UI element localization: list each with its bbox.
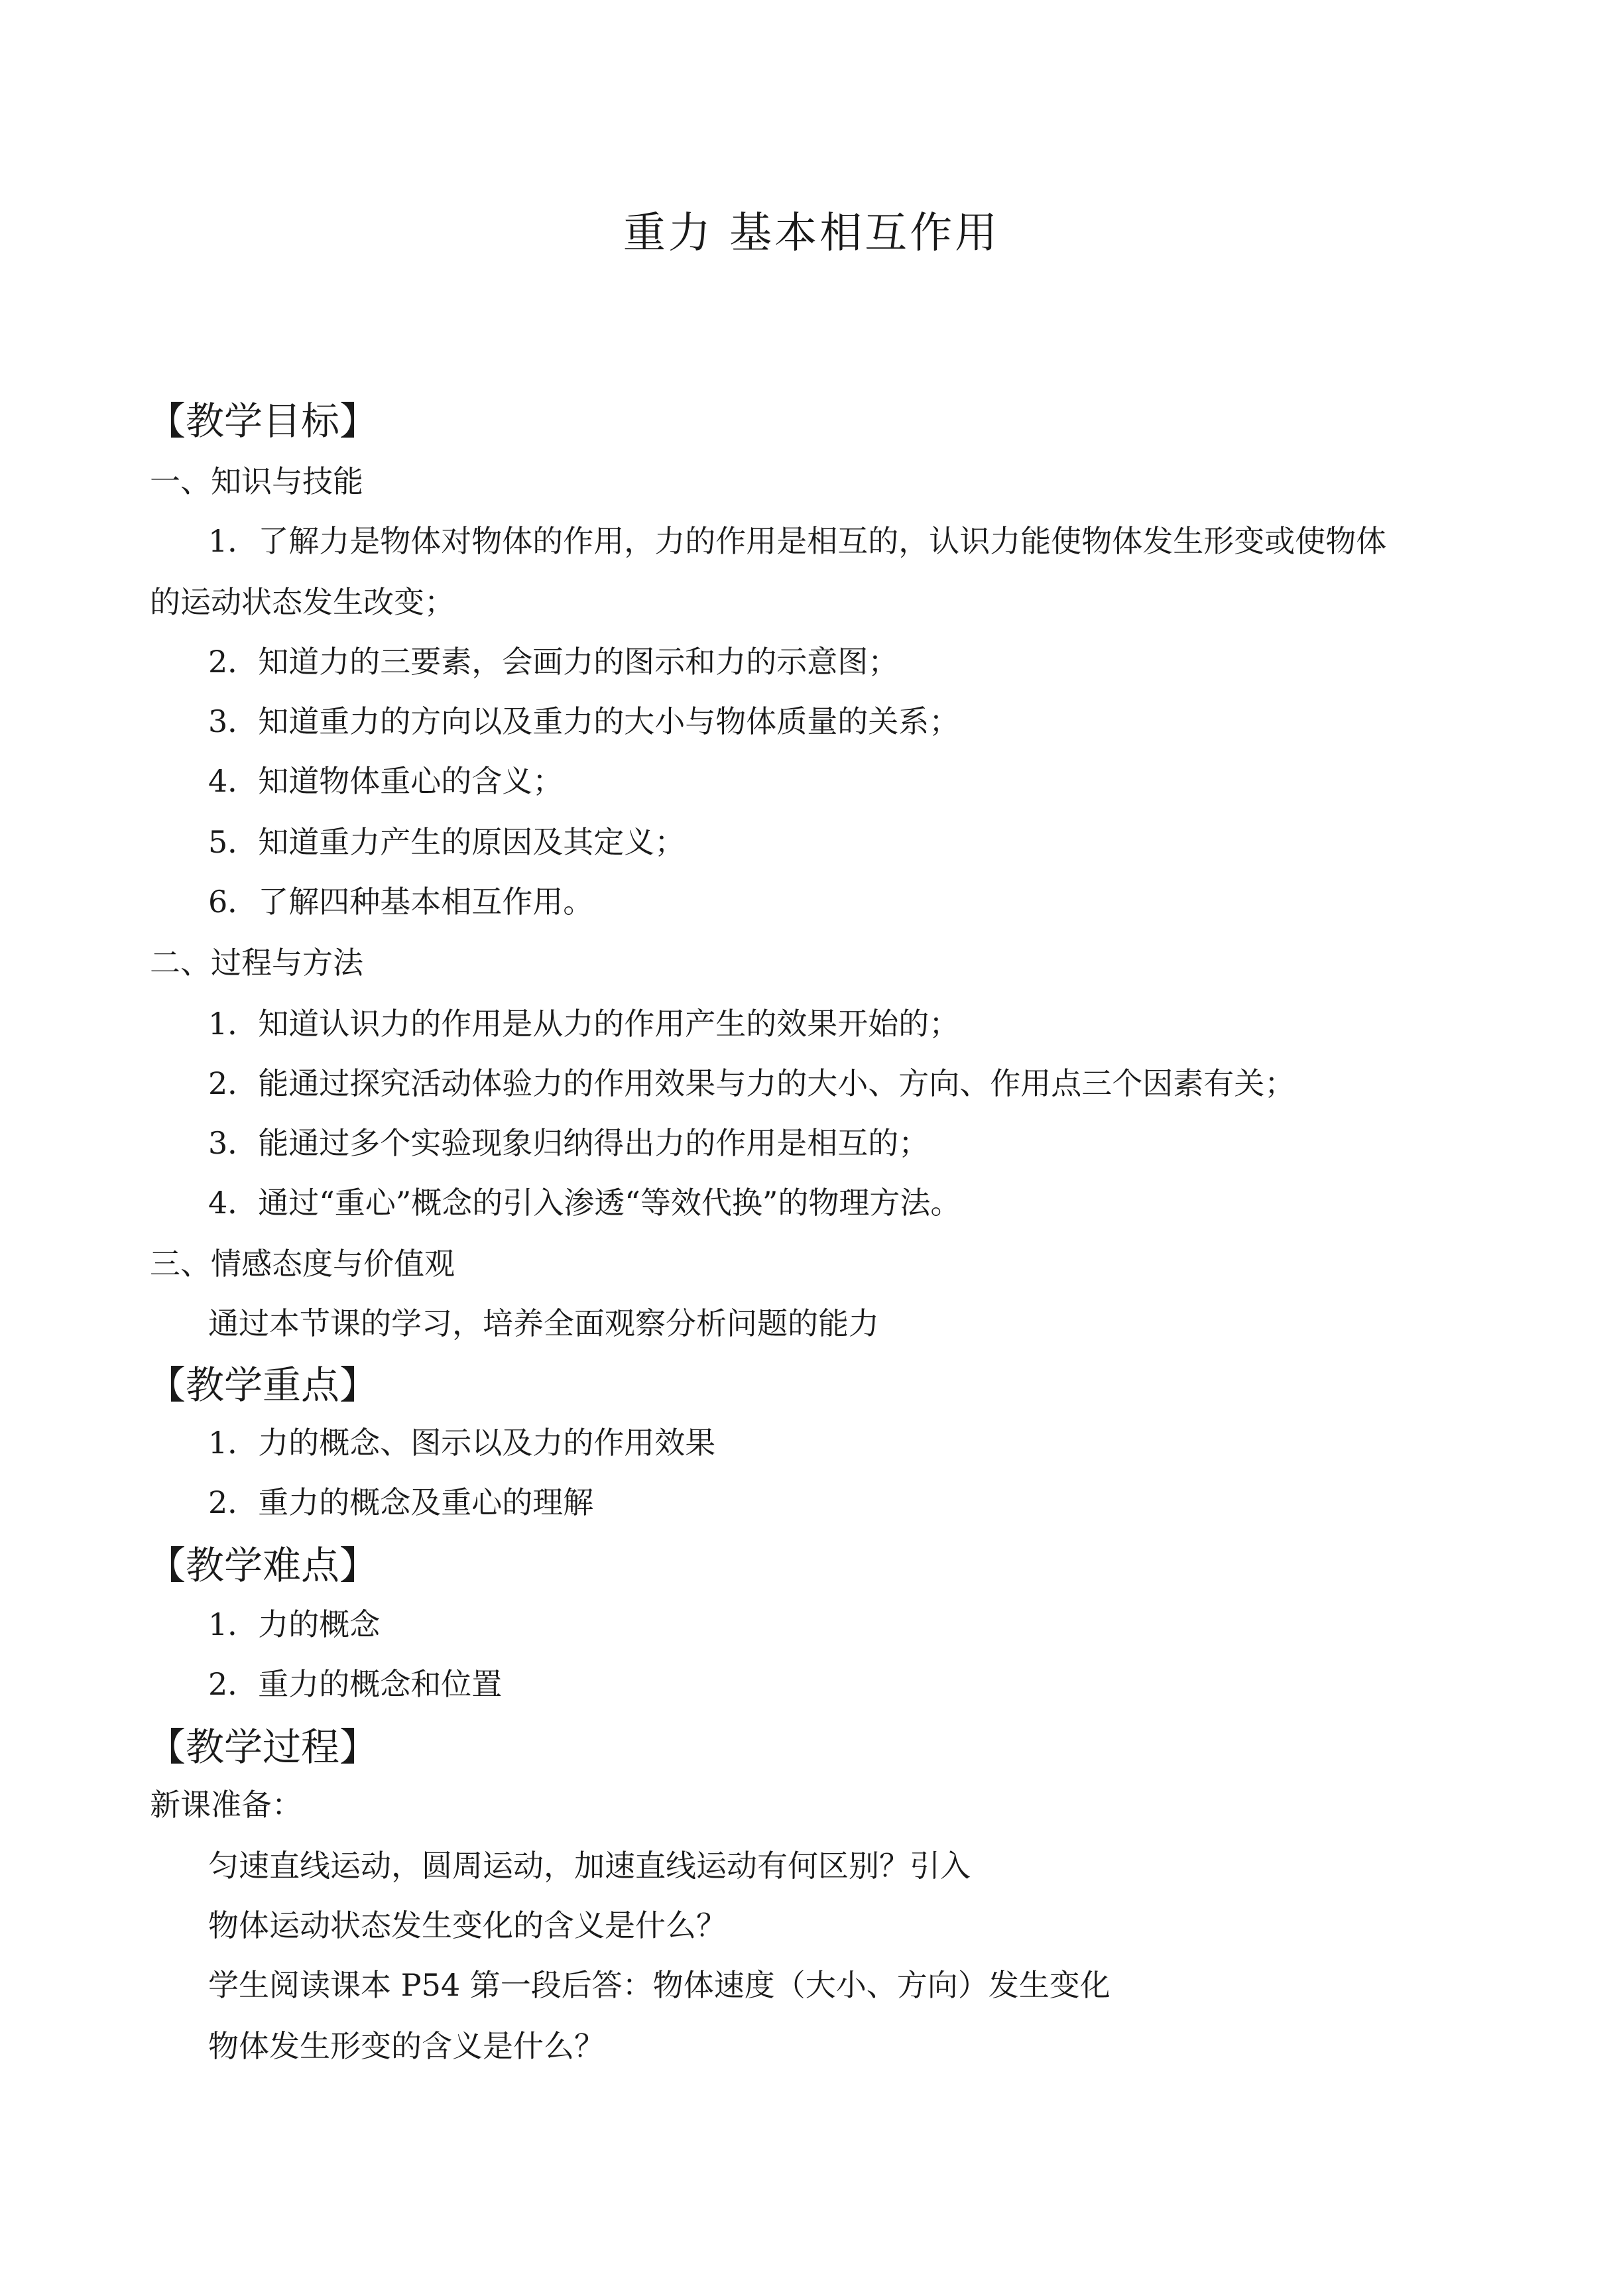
section-heading-difficulties: 【教学难点】 — [147, 1543, 379, 1588]
objective-item: 通过本节课的学习，培养全面观察分析问题的能力 — [208, 1305, 879, 1341]
objective-item: 1．知道认识力的作用是从力的作用产生的效果开始的； — [208, 1006, 960, 1042]
subheading-knowledge-skills: 一、知识与技能 — [150, 463, 363, 499]
objective-item: 3．知道重力的方向以及重力的大小与物体质量的关系； — [208, 703, 960, 739]
objective-item: 5．知道重力产生的原因及其定义； — [208, 824, 686, 860]
difficulty-item: 1．力的概念 — [208, 1606, 381, 1642]
key-point-item: 2．重力的概念及重心的理解 — [208, 1484, 594, 1520]
page-title: 重力 基本相互作用 — [623, 209, 1000, 258]
objective-item: 3．能通过多个实验现象归纳得出力的作用是相互的； — [208, 1125, 930, 1161]
key-point-item: 1．力的概念、图示以及力的作用效果 — [208, 1425, 716, 1461]
objective-item: 4．知道物体重心的含义； — [208, 763, 564, 799]
difficulty-item: 2．重力的概念和位置 — [208, 1666, 503, 1702]
objective-item: 2．知道力的三要素，会画力的图示和力的示意图； — [208, 644, 899, 680]
objective-item-continuation: 的运动状态发生改变； — [150, 584, 455, 620]
subheading-attitudes-values: 三、情感态度与价值观 — [150, 1246, 455, 1282]
process-line: 物体发生形变的含义是什么？ — [208, 2028, 605, 2064]
process-prep-label: 新课准备： — [150, 1787, 302, 1823]
process-line: 物体运动状态发生变化的含义是什么？ — [208, 1907, 727, 1943]
objective-item: 4．通过“重心”概念的引入渗透“等效代换”的物理方法。 — [208, 1185, 961, 1221]
section-heading-process: 【教学过程】 — [147, 1724, 379, 1770]
process-line: 匀速直线运动，圆周运动，加速直线运动有何区别？引入 — [208, 1848, 971, 1884]
objective-item: 6．了解四种基本相互作用。 — [208, 884, 594, 920]
objective-item: 2．能通过探究活动体验力的作用效果与力的大小、方向、作用点三个因素有关； — [208, 1065, 1295, 1101]
subheading-process-methods: 二、过程与方法 — [150, 945, 363, 981]
section-heading-objectives: 【教学目标】 — [147, 398, 379, 444]
section-heading-key-points: 【教学重点】 — [147, 1362, 379, 1408]
objective-item: 1．了解力是物体对物体的作用，力的作用是相互的，认识力能使物体发生形变或使物体 — [208, 523, 1387, 559]
process-line: 学生阅读课本 P54 第一段后答：物体速度（大小、方向）发生变化 — [208, 1967, 1111, 2003]
